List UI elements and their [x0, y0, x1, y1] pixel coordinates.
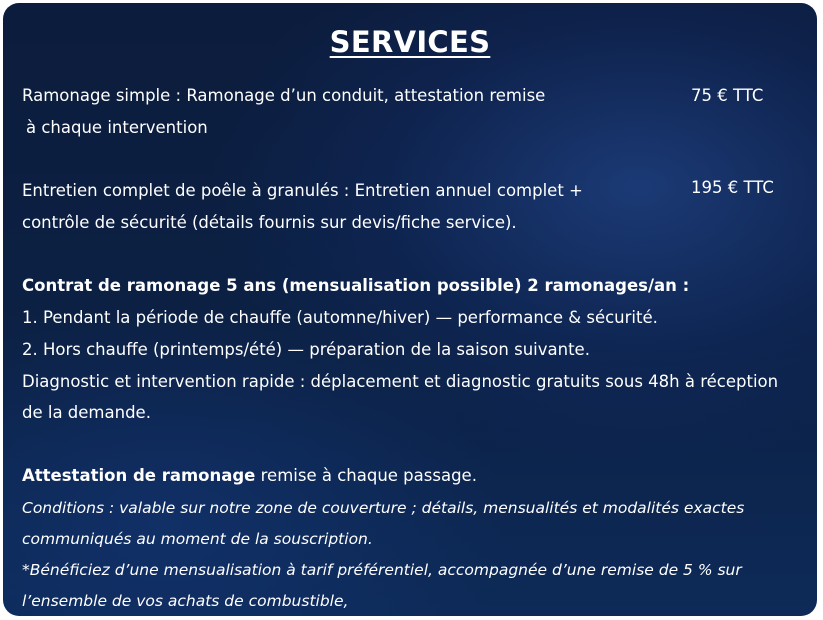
service-pellet-line1: Entretien complet de poêle à granulés : Entretien annuel complet +	[22, 181, 583, 200]
conditions-line2: communiqués au moment de la souscription.	[22, 530, 373, 548]
contract-item-2: 2. Hors chauffe (printemps/été) — préparation de la saison suivante.	[22, 340, 590, 359]
attestation-line	[22, 465, 477, 487]
conditions-line4: l’ensemble de vos achats de combustible,	[22, 592, 349, 610]
service-pellet-line2: contrôle de sécurité (détails fournis sur devis/fiche service).	[22, 213, 517, 232]
attestation-bold: Attestation de ramonage	[22, 466, 256, 485]
service-simple-price: 75 € TTC	[691, 86, 764, 105]
conditions-line3: *Bénéficiez d’une mensualisation à tarif préférentiel, accompagnée d’une remise de 5 % sur	[22, 561, 742, 579]
service-simple-line2: à chaque intervention	[26, 118, 208, 137]
services-card	[3, 3, 817, 616]
contract-diagnostic-line2: de la demande.	[22, 403, 151, 422]
conditions-line1: Conditions : valable sur notre zone de couverture ; détails, mensualités et modalités exactes	[22, 499, 745, 517]
attestation-rest: remise à chaque passage.	[255, 466, 477, 485]
service-pellet-price: 195 € TTC	[691, 178, 774, 197]
contract-heading: Contrat de ramonage 5 ans (mensualisation possible) 2 ramonages/an :	[22, 276, 690, 295]
contract-diagnostic-line1: Diagnostic et intervention rapide : déplacement et diagnostic gratuits sous 48h à réception	[22, 372, 779, 391]
contract-item-1: 1. Pendant la période de chauffe (automne/hiver) — performance & sécurité.	[22, 308, 658, 327]
service-simple-line1: Ramonage simple : Ramonage d’un conduit, attestation remise	[22, 86, 546, 105]
page-title: SERVICES	[329, 25, 491, 59]
